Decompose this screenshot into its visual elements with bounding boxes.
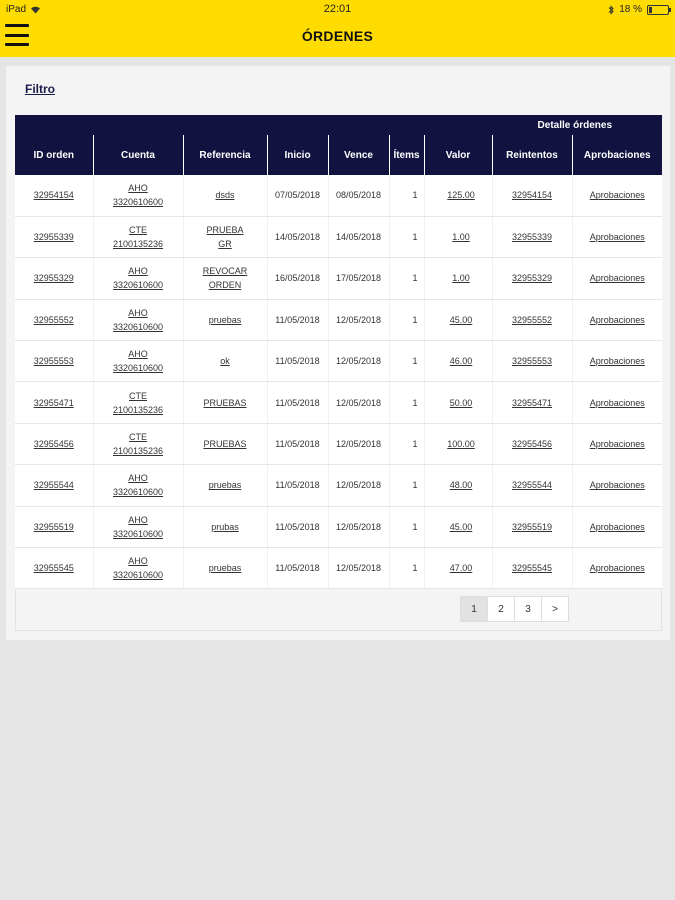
status-time: 22:01 [323,3,352,15]
account-link[interactable]: CTE 2100135236 [93,216,183,257]
order-id-link[interactable]: 32955519 [15,506,93,547]
items-count: 1 [389,423,424,464]
column-header: Inicio [267,135,328,175]
column-header: Ítems [389,135,424,175]
approvals-link[interactable]: Aprobaciones [572,465,662,506]
table-row [15,216,662,257]
reference-link[interactable]: PRUEBAS [183,423,267,464]
start-date: 11/05/2018 [267,299,328,340]
account-link[interactable]: AHO 3320610600 [93,341,183,382]
start-date: 07/05/2018 [267,175,328,216]
reference-link[interactable]: pruebas [183,465,267,506]
account-link[interactable]: AHO 3320610600 [93,506,183,547]
account-link[interactable]: AHO 3320610600 [93,465,183,506]
items-count: 1 [389,465,424,506]
table-row [15,382,662,423]
column-header: Reintentos [492,135,572,175]
due-date: 12/05/2018 [328,341,389,382]
value-link[interactable]: 45.00 [424,506,492,547]
items-count: 1 [389,506,424,547]
order-id-link[interactable]: 32955545 [15,548,93,589]
table-row [15,423,662,464]
due-date: 12/05/2018 [328,423,389,464]
value-link[interactable]: 48.00 [424,465,492,506]
table-row [15,341,662,382]
approvals-link[interactable]: Aprobaciones [572,423,662,464]
retries-link[interactable]: 32955339 [492,216,572,257]
value-link[interactable]: 47.00 [424,548,492,589]
start-date: 11/05/2018 [267,382,328,423]
account-link[interactable]: CTE 2100135236 [93,423,183,464]
reference-link[interactable]: pruebas [183,299,267,340]
order-id-link[interactable]: 32955339 [15,216,93,257]
reference-link[interactable]: pruebas [183,548,267,589]
approvals-link[interactable]: Aprobaciones [572,382,662,423]
table-row [15,299,662,340]
orders-table-container [15,115,662,631]
items-count: 1 [389,258,424,299]
retries-link[interactable]: 32955552 [492,299,572,340]
bluetooth-icon [608,5,614,15]
next-page-button[interactable]: > [541,596,569,622]
start-date: 11/05/2018 [267,548,328,589]
column-header: Aprobaciones [572,135,662,175]
reference-link[interactable]: PRUEBA GR [183,216,267,257]
retries-link[interactable]: 32955545 [492,548,572,589]
due-date: 14/05/2018 [328,216,389,257]
reference-link[interactable]: REVOCAR ORDEN [183,258,267,299]
battery-percent: 18 % [619,4,642,15]
start-date: 11/05/2018 [267,506,328,547]
approvals-link[interactable]: Aprobaciones [572,341,662,382]
start-date: 11/05/2018 [267,465,328,506]
value-link[interactable]: 125.00 [424,175,492,216]
column-header: ID orden [15,135,93,175]
order-id-link[interactable]: 32955553 [15,341,93,382]
filter-link[interactable]: Filtro [25,82,55,96]
pagination [461,596,569,622]
approvals-link[interactable]: Aprobaciones [572,299,662,340]
order-id-link[interactable]: 32955544 [15,465,93,506]
order-id-link[interactable]: 32955471 [15,382,93,423]
column-header: Valor [424,135,492,175]
table-row [15,175,662,216]
order-id-link[interactable]: 32954154 [15,175,93,216]
items-count: 1 [389,299,424,340]
column-header: Vence [328,135,389,175]
orders-table [15,115,662,589]
retries-link[interactable]: 32954154 [492,175,572,216]
due-date: 17/05/2018 [328,258,389,299]
due-date: 12/05/2018 [328,465,389,506]
reference-link[interactable]: prubas [183,506,267,547]
value-link[interactable]: 46.00 [424,341,492,382]
page-button[interactable]: 3 [514,596,542,622]
table-row [15,465,662,506]
start-date: 11/05/2018 [267,423,328,464]
status-bar [0,0,675,20]
value-link[interactable]: 50.00 [424,382,492,423]
table-row [15,548,662,589]
value-link[interactable]: 1.00 [424,216,492,257]
retries-link[interactable]: 32955471 [492,382,572,423]
reference-link[interactable]: ok [183,341,267,382]
approvals-link[interactable]: Aprobaciones [572,506,662,547]
retries-link[interactable]: 32955456 [492,423,572,464]
retries-link[interactable]: 32955329 [492,258,572,299]
due-date: 12/05/2018 [328,382,389,423]
retries-link[interactable]: 32955519 [492,506,572,547]
reference-link[interactable]: PRUEBAS [183,382,267,423]
table-row [15,258,662,299]
page-title: ÓRDENES [301,28,374,44]
order-id-link[interactable]: 32955329 [15,258,93,299]
due-date: 12/05/2018 [328,548,389,589]
group-header: Detalle órdenes [15,115,662,135]
value-link[interactable]: 100.00 [424,423,492,464]
order-id-link[interactable]: 32955456 [15,423,93,464]
table-row [15,506,662,547]
start-date: 16/05/2018 [267,258,328,299]
start-date: 14/05/2018 [267,216,328,257]
account-link[interactable]: AHO 3320610600 [93,175,183,216]
device-label: iPad [6,4,27,15]
page-button[interactable]: 2 [487,596,515,622]
orders-panel [6,66,670,640]
items-count: 1 [389,216,424,257]
due-date: 12/05/2018 [328,299,389,340]
approvals-link[interactable]: Aprobaciones [572,548,662,589]
account-link[interactable]: AHO 3320610600 [93,548,183,589]
account-link[interactable]: CTE 2100135236 [93,382,183,423]
retries-link[interactable]: 32955553 [492,341,572,382]
items-count: 1 [389,382,424,423]
start-date: 11/05/2018 [267,341,328,382]
items-count: 1 [389,548,424,589]
approvals-link[interactable]: Aprobaciones [572,216,662,257]
reference-link[interactable]: dsds [183,175,267,216]
items-count: 1 [389,175,424,216]
approvals-link[interactable]: Aprobaciones [572,258,662,299]
retries-link[interactable]: 32955544 [492,465,572,506]
account-link[interactable]: AHO 3320610600 [93,299,183,340]
battery-icon [647,5,669,15]
page-button[interactable]: 1 [460,596,488,622]
due-date: 12/05/2018 [328,506,389,547]
items-count: 1 [389,341,424,382]
order-id-link[interactable]: 32955552 [15,299,93,340]
value-link[interactable]: 1.00 [424,258,492,299]
account-link[interactable]: AHO 3320610600 [93,258,183,299]
due-date: 08/05/2018 [328,175,389,216]
app-bar [0,0,675,57]
table-footer [15,589,662,631]
column-header: Referencia [183,135,267,175]
column-header: Cuenta [93,135,183,175]
value-link[interactable]: 45.00 [424,299,492,340]
approvals-link[interactable]: Aprobaciones [572,175,662,216]
